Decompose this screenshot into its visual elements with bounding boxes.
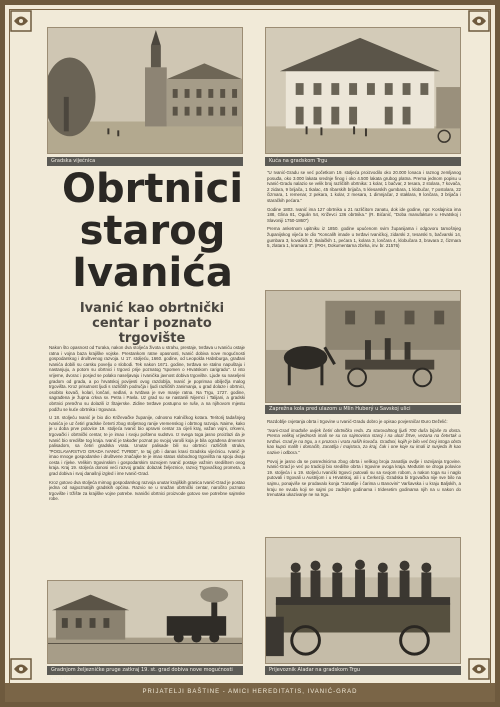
- corner-ornament-icon: [10, 658, 32, 680]
- photo-caption: Kuća na gradskom Trgu: [265, 157, 461, 166]
- subtitle-line: Ivanić kao obrtnički: [79, 301, 225, 316]
- paragraph: Povoj je jasno da se posrednicima zbog obrta i velikog broja zanatlija ovdje i razvijanja trgovine. Ivanić-Grad je već po tradiciji bio središte obrta i trgovine ovoga kraja. Međutim se droga polovice 19. stoljeća i u 19. stoljeću Ivanićki trgovci putovali su sa svojom robom, a nakon toga su i naglo putovali i trgovali u Austrijom i u Hrvatskoj, ali i u Čerkeziji. Gradska bi trgovačka nije sve bilo na sajmu, ponajviše se prodavalo konja "zanatlije i čarima u Banovini" Varšavska i u kraju Baljskih, a kraju ne svuda koji se sajmi po zadnjim godinama i tridesetim godinama njih na u nakon do trenutaka ukazivanje ne na trgu.: [267, 458, 461, 498]
- paragraph: U 18. stoljeću Ivanić je bio dio Križevačke županije, odnosno Kalničkog kotara. Teritorij tadašnjeg Ivanića je uz četiri gradske četvrti zbog stoljetnog ranije vremenskog i obrtnog razvoja. Naime, kako je u doba prve polovice 19. stoljeća Ivanić bio upravni centar za cijeli kraj, važan vojni, crkveni, trgovački i obrtnički centar, te je imao i svoju pošteno sudstvo. Iz svega toga jasno proizlazi da je Ivanić bio središte tog kraja. Ivanić je također poznat po svojoj varoši koja je bila ograđena drvenom palisadom, sa četiri gradska vrata. Unutar palisade bili su obrtnici različitih struka, "POGLAVARSTVO GRADA IVANIĆ TVRĐE", te taj grb i danas krasi Gradsku vijećnicu. Ivanić je imao mnoge gospodarske i društvene značajke te je imao status slobodnog trgovišta na spoju dvaju cesta i rijeke. Velikim trgovinskim i gospodarskim razvojem Ivanić postaje važnim središtem ovog kraja. Kraj 19. stoljeća donosi veći razvoj grada: dolazak željeznice, razvoj Trgovačkog prometa, a grad dobiva i svoj današnji izgled i ime Ivanić-Grad.: [49, 415, 245, 477]
- footer: PRIJATELJI BAŠTINE - AMICI HEREDITATIS, IVANIĆ-GRAD: [5, 683, 495, 702]
- right-column-text-bottom: [267, 419, 461, 534]
- title-line: Obrtnici: [61, 166, 244, 212]
- mill-carts-photo: [265, 290, 461, 403]
- railway-photo: [47, 580, 243, 664]
- left-column-text: [49, 345, 245, 578]
- photo-caption: Prijevoznik Aladar na gradskom Trgu: [265, 666, 461, 675]
- photo-caption: Gradska vijećnica: [47, 157, 243, 166]
- town-hall-photo: [47, 27, 243, 154]
- paragraph: Razdoblje cvjetanja obrta i trgovine u Ivanić-Gradu dobro je opisao povjesničar Đuro Deželić:: [267, 419, 448, 424]
- corner-ornament-icon: [10, 10, 32, 32]
- paragraph: Kroz gotovo dva stoljeća mirnog gospodarskog razvoja unutar krajiških granica Ivanić-Grad je postao jedna od najpoznatijih gradskih općina. Razvio se u snažan obrtnički centar, naročito poznato trgovište i tržište za krajiške vojne potrebe. Ivanićki obrtnici proizvode gotovo sve potrebne sajmske robe.: [49, 479, 245, 502]
- transporter-photo: [265, 537, 461, 664]
- corner-ornament-icon: [468, 658, 490, 680]
- corner-ornament-icon: [468, 10, 490, 32]
- page-title: [45, 168, 260, 294]
- paragraph: Nakon što opasnost od Turaka, nakon dva stoljeća života u strahu, prestaje, tvrđava u Ivaniću ostaje ratna i vojna baza krajiške vojske. Prestankom ratne opasnosti, Ivanić dobiva nove mogućnosti gospodarskog i društvenog razvoja. U 17. stoljeću, 1660. godine, od Leopolda Habsburga, građani Ivanića dobili su carsku povelju o slobodi. Tek nakon 1671. godine, tvrđava se stalno napuštaju i nastanjuju, a potom su obrtnici i trgovci prije poznatog "spomen o Hrvatskom carigradu". U isto vrijeme, dvorac i posjed se polako naseljavaju i Ivanićka javnost dobiva trgovište. Ljude su naseljeni gradom od grada, a po hrvatskoj povijesti ovog razdoblja, Ivanić je poprimao obilježja malog trgovišta. Kroz prisutnost ljudi s različitih područja i ljudi različitih zanimanja, u grad dolaze i obrtnici, osobito kovači, kolari, lončari, sedlari, a tvrđava je sve manje ratna. Na Trgu, 1727. godine, sagrađena je župna crkva sv. Petra i Pavla. Uz grad su se nastanili Nijemci i Talijani, a gradski obrtnici pretežno su dolazili iz Štajerske. Zidine tvrđave postupno se ruše, a na njihovom mjestu podižu se kuće obrtnika i trgovaca.: [49, 345, 245, 412]
- paragraph: "U Ivanić-Gradu se već početkom 19. stoljeća proizvodilo oko 20.000 lonaca i raznog zemljanog posuđa, oko 3.000 lakata srednje finog i oko 4.500 lakata grubog platna. Prema jednom popisu u Ivanić-Gradu nalazio se velik broj različitih obrtnika: 1 kolar, 1 bačvar, 2 tesara, 2 stolara, 7 kovača, 2 zidara, 9 brijača, 1 tkalac, 45 ribarskih brijača, 5 klesarskih gumbara, 1 klobučar, 7 postolara, 22 čizmara, 1 remenar, 2 pekara, 1 kolar, 2 mesara, 1 dimnjačar, 2 staklara, 9 lončara, 3 brijača i staračkih pećara.": [267, 170, 461, 203]
- paragraph: Prema anketnom upitniku iz 1850. godine upućenom svim županijama i odgovoru tamošnjeg županijskog vijeća te dio "Koncalih imade u tvrđavi Ivanićkoj, zidarski 2, tesarski 5, bačvarski 14, gumbara 3, kovačkih 2, tkalačkih 1, pećara 1, kolara 3, lončara 4, klobučara 3, bravara 2, čizmara 5, zlatara 1, kramara 3". (PKH, Dokumentarna zbirka, inv. br. 21576): [267, 226, 461, 249]
- right-column-text-top: [267, 170, 461, 286]
- subtitle-line: centar i poznato: [92, 316, 212, 331]
- title-line: Ivanića: [72, 250, 233, 296]
- photo-caption: Gradnjom željezničke pruge zatkraj 19. st. grad dobiva nove mogućnosti razvitka: [47, 666, 243, 675]
- quote-paragraph: "Ivani-Grad imađaše uvijek četiri obrtnička reda. Za starovaltnog ljudi 700 duša bijaše to dosta. Prema velikoj vrijednosti imali se su na sajmovima staroj i na ulozi žrtve, vezana na četvrtak u tvrđavi. Grad je na trgu, a s prozora i vrata naših kovača. Građani, kojih je bilo već broj istoga obrta kao kupci malih i domaćih, zanatlija i majstora, za kraj, čak i one koje su imali iz susjeda ih kao nazive i odbora.": [267, 427, 461, 455]
- page-subtitle: [47, 301, 257, 346]
- square-house-photo: [265, 27, 461, 154]
- paragraph: Godine 1803. Ivanić ima 127 obrtnika u 21 različitom zanatu, dok ide godine, npr. Koslajnica ima 188, Glina 81, Ogulin 54, Križevci 136 obrtnika." (R. Bićanić, "Doba manufakture u Hrvatskoj i Slavoniji 1750-1860"): [267, 206, 461, 223]
- subtitle-line: trgovište: [118, 331, 186, 346]
- photo-caption: Zaprežna kola pred ulazom u Mlin Huberý u Savskoj ulici: [265, 405, 461, 414]
- title-line: starog: [79, 208, 226, 254]
